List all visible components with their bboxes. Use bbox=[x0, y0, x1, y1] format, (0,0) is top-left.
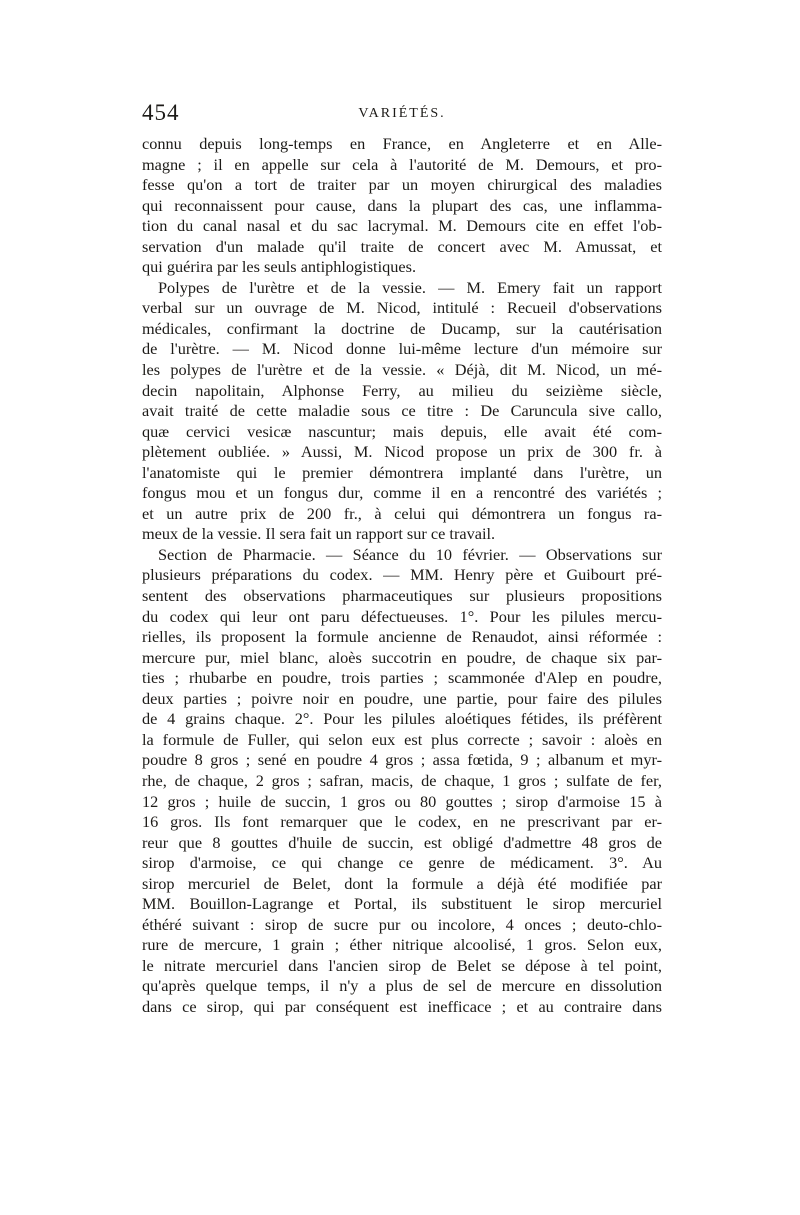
text-line: les polypes de l'urètre et de la vessie. « Déjà, dit M. Nicod, un mé- bbox=[142, 360, 662, 380]
text-line: 12 gros ; huile de succin, 1 gros ou 80 gouttes ; sirop d'armoise 15 à bbox=[142, 791, 662, 811]
text-line: qu'après quelque temps, il n'y a plus de sel de mercure en dissolution bbox=[142, 976, 662, 996]
text-line: plètement oubliée. » Aussi, M. Nicod propose un prix de 300 fr. à bbox=[142, 442, 662, 462]
text-line: médicales, confirmant la doctrine de Ducamp, sur la cautérisation bbox=[142, 318, 662, 338]
text-line: tion du canal nasal et du sac lacrymal. M. Demours cite en effet l'ob- bbox=[142, 216, 662, 236]
text-line: ties ; rhubarbe en poudre, trois parties ; scammonée d'Alep en poudre, bbox=[142, 668, 662, 688]
running-head: VARIÉTÉS. bbox=[358, 106, 446, 121]
text-line: rure de mercure, 1 grain ; éther nitrique alcoolisé, 1 gros. Selon eux, bbox=[142, 935, 662, 955]
text-line: dans ce sirop, qui par conséquent est inefficace ; et au contraire dans bbox=[142, 996, 662, 1016]
text-line: servation d'un malade qu'il traite de concert avec M. Amussat, et bbox=[142, 236, 662, 256]
text-line: meux de la vessie. Il sera fait un rapport sur ce travail. bbox=[142, 524, 496, 544]
text-line: le nitrate mercuriel dans l'ancien sirop de Belet se dépose à tel point, bbox=[142, 955, 662, 975]
text-line: Section de Pharmacie. — Séance du 10 février. — Observations sur bbox=[158, 544, 662, 564]
text-line: quæ cervici vesicæ nascuntur; mais depuis, elle avait été com- bbox=[142, 421, 662, 441]
text-line: Polypes de l'urètre et de la vessie. — M. Emery fait un rapport bbox=[158, 277, 662, 297]
text-line: fongus mou et un fongus dur, comme il en a rencontré des variétés ; bbox=[142, 483, 662, 503]
text-line: decin napolitain, Alphonse Ferry, au milieu du seizième siècle, bbox=[142, 380, 662, 400]
text-line: l'anatomiste qui le premier démontrera implanté dans l'urètre, un bbox=[142, 462, 662, 482]
body-text bbox=[142, 134, 662, 1018]
text-line: mercure pur, miel blanc, aloès succotrin en poudre, de chaque six par- bbox=[142, 647, 662, 667]
text-line: sirop mercuriel de Belet, dont la formule a déjà été modifiée par bbox=[142, 873, 662, 893]
text-line: plusieurs préparations du codex. — MM. Henry père et Guibourt pré- bbox=[142, 565, 662, 585]
text-line: de 4 grains chaque. 2°. Pour les pilules aloétiques fétides, ils préfèrent bbox=[142, 709, 662, 729]
text-line: et un autre prix de 200 fr., à celui qui démontrera un fongus ra- bbox=[142, 503, 662, 523]
text-line: poudre 8 gros ; sené en poudre 4 gros ; assa fœtida, 9 ; albanum et myr- bbox=[142, 750, 662, 770]
text-line: la formule de Fuller, qui selon eux est plus correcte ; savoir : aloès en bbox=[142, 729, 662, 749]
text-line: fesse qu'on a tort de traiter par un moyen chirurgical des maladies bbox=[142, 175, 662, 195]
text-line: 16 gros. Ils font remarquer que le codex, en ne prescrivant par er- bbox=[142, 812, 662, 832]
text-line: verbal sur un ouvrage de M. Nicod, intitulé : Recueil d'observations bbox=[142, 298, 662, 318]
text-line: reur que 8 gouttes d'huile de succin, est obligé d'admettre 48 gros de bbox=[142, 832, 662, 852]
text-line: qui reconnaissent pour cause, dans la plupart des cas, une inflamma- bbox=[142, 195, 662, 215]
text-line: éthéré suivant : sirop de sucre pur ou incolore, 4 onces ; deuto-chlo- bbox=[142, 914, 662, 934]
text-line: rhe, de chaque, 2 gros ; safran, macis, de chaque, 1 gros ; sulfate de fer, bbox=[142, 770, 662, 790]
text-line: rielles, ils proposent la formule ancienne de Renaudot, ainsi réformée : bbox=[142, 627, 662, 647]
page-header bbox=[142, 100, 662, 130]
text-line: du codex qui leur ont paru défectueuses. 1°. Pour les pilules mercu- bbox=[142, 606, 662, 626]
text-line: MM. Bouillon-Lagrange et Portal, ils substituent le sirop mercuriel bbox=[142, 894, 662, 914]
text-line: connu depuis long-temps en France, en Angleterre et en Alle- bbox=[142, 134, 662, 153]
text-line: magne ; il en appelle sur cela à l'autorité de M. Demours, et pro- bbox=[142, 154, 662, 174]
text-line: qui guérira par les seuls antiphlogistiques. bbox=[142, 257, 417, 277]
text-line: avait traité de cette maladie sous ce titre : De Caruncula sive callo, bbox=[142, 401, 662, 421]
text-line: sentent des observations pharmaceutiques sur plusieurs propositions bbox=[142, 586, 662, 606]
text-line: deux parties ; poivre noir en poudre, une partie, pour faire des pilules bbox=[142, 688, 662, 708]
text-line: sirop d'armoise, ce qui change ce genre de médicament. 3°. Au bbox=[142, 853, 662, 873]
page-number: 454 bbox=[142, 100, 180, 125]
text-line: de l'urètre. — M. Nicod donne lui-même lecture d'un mémoire sur bbox=[142, 339, 662, 359]
